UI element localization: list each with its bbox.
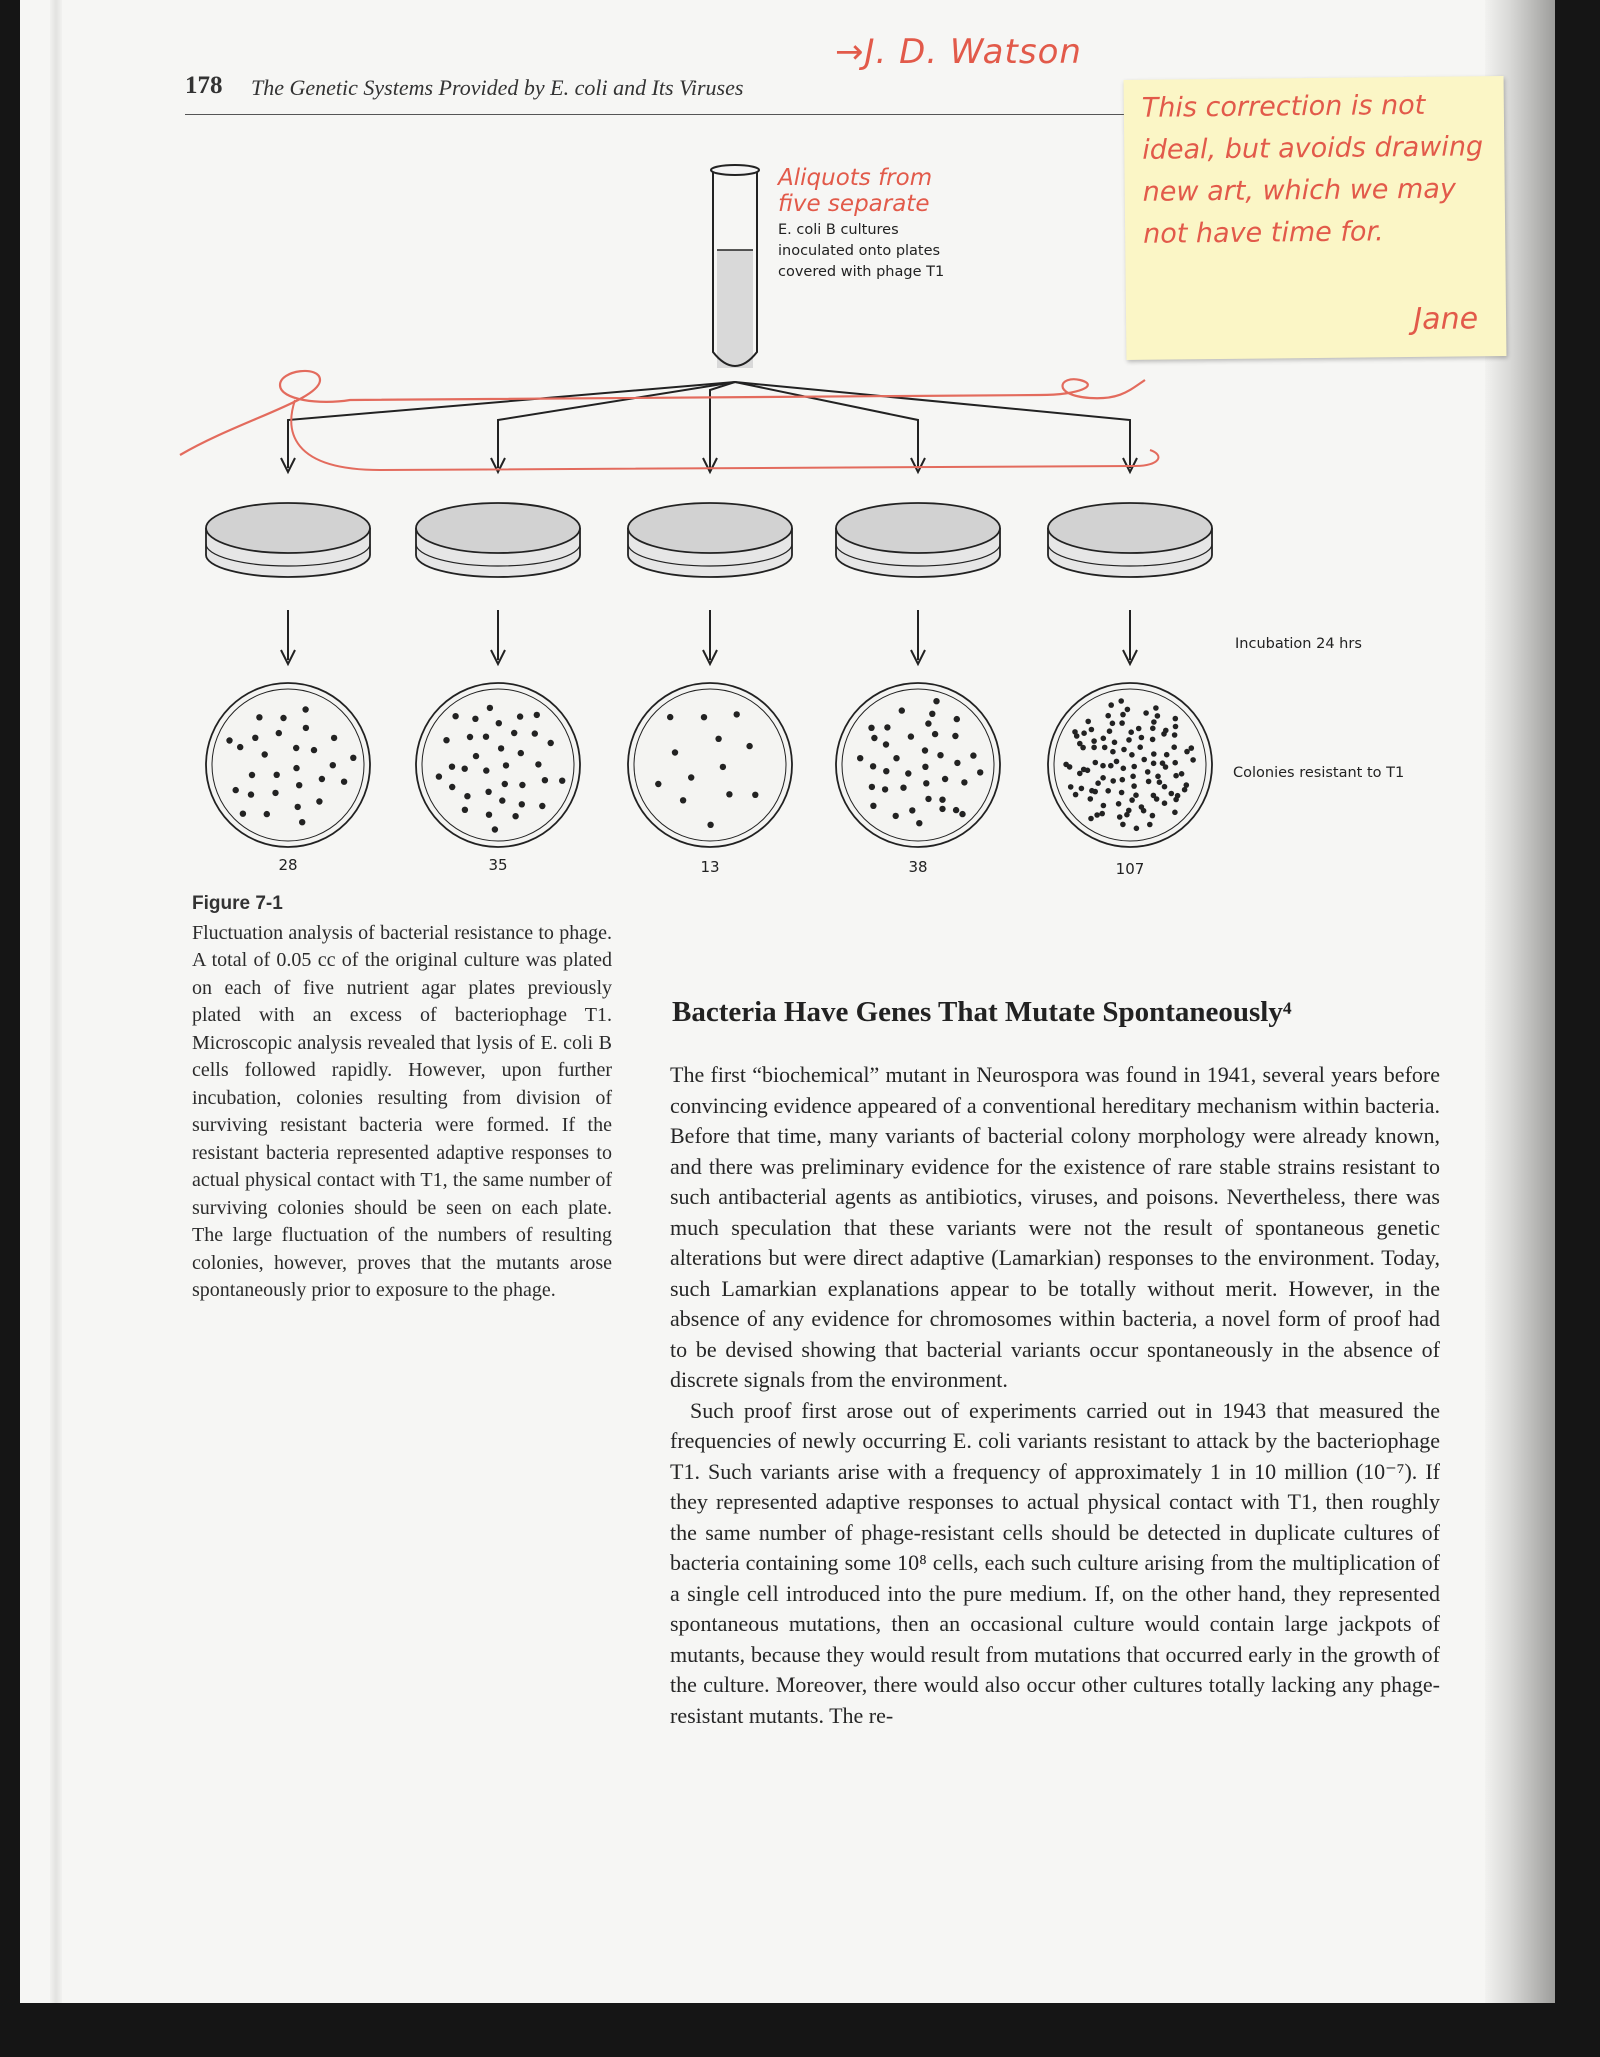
colony-dot [233,787,239,793]
colony-plates [206,683,1212,847]
colony-dot [296,782,302,788]
colony-dot [1120,777,1126,783]
dispense-arrow [288,382,735,468]
colony-dot [535,761,541,767]
tube-label [778,220,944,283]
section-heading: Bacteria Have Genes That Mutate Spontaneously⁴ [672,996,1292,1028]
colony-dot [1190,757,1196,763]
colony-dot [1077,771,1083,777]
colony-dot [299,819,305,825]
colony-dot [1139,735,1145,741]
colony-dot [1105,788,1111,794]
plate-count: 35 [488,856,508,874]
colony-dot [548,740,554,746]
colony-dot [1173,773,1179,779]
colony-dot [1085,719,1091,725]
colony-dot [464,793,470,799]
colony-dot [977,769,983,775]
colony-dot [1151,751,1157,757]
colony-dot [1099,811,1105,817]
colony-dot [1171,744,1177,750]
colony-dot [734,711,740,717]
colony-dot [1173,716,1179,722]
colony-dot [295,804,301,810]
colony-dot [467,734,473,740]
colony-dot [942,776,948,782]
colony-dot [240,811,246,817]
colony-dot [1172,760,1178,766]
scanned-page [20,0,1555,2003]
colony-dot [953,807,959,813]
colony-dot [1153,705,1159,711]
colony-dot [1182,787,1188,793]
colony-dot [252,735,258,741]
colony-dot [752,792,758,798]
colony-dot [1133,792,1139,798]
colony-dot [1164,752,1170,758]
plate-count: 13 [700,858,720,876]
colony-dot [1134,826,1140,832]
colony-plate [836,683,1000,847]
colony-dot [226,737,232,743]
petri-dish [836,503,1000,577]
colony-dot [857,755,863,761]
colony-dot [900,785,906,791]
colony-dot [502,781,508,787]
colony-dot [1150,813,1156,819]
colony-dot [726,791,732,797]
colony-dot [869,784,875,790]
colony-dot [908,733,914,739]
colony-dot [1121,747,1127,753]
colony-dot [1068,784,1074,790]
colony-dot [1126,737,1132,743]
tube-label-line: E. coli B cultures [778,222,899,238]
colony-dot [929,711,935,717]
colony-dot [1110,778,1116,784]
colony-dot [519,782,525,788]
colony-dot [1095,780,1101,786]
colony-dot [1100,775,1106,781]
sticky-note-signature: Jane [1413,301,1479,337]
colony-dot [1189,745,1195,751]
colony-dot [519,801,525,807]
colony-dot [959,811,965,817]
colony-dot [293,765,299,771]
colony-dot [1101,736,1107,742]
colony-dot [954,760,960,766]
colony-dot [1146,779,1152,785]
colony-dot [264,811,270,817]
colony-dot [539,803,545,809]
colony-dot [1108,763,1114,769]
sticky-note [1124,76,1507,360]
colony-dot [923,780,929,786]
colony-dot [449,784,455,790]
colony-dot [1093,760,1099,766]
colony-dot [1121,766,1127,772]
colony-dot [485,789,491,795]
test-tube [711,165,759,368]
colony-dot [256,714,262,720]
handwritten-author-note: →J. D. Watson [835,32,1082,72]
colony-dot [925,796,931,802]
figure-caption [192,890,612,1305]
colony-dot [1081,767,1087,773]
colony-dot [1077,741,1083,747]
colony-dot [443,737,449,743]
colony-dot [884,724,890,730]
colony-dot [672,749,678,755]
petri-dish [1048,503,1212,577]
colony-dot [1088,796,1094,802]
caption-title: Figure 7-1 [192,893,283,914]
colony-dot [1124,812,1130,818]
colony-dot [1184,749,1190,755]
colony-dot [746,743,752,749]
colony-dot [667,714,673,720]
petri-dish [206,503,370,577]
colonies-label: Colonies resistant to T1 [1233,765,1405,781]
colony-dot [925,720,931,726]
petri-dish [628,503,792,577]
colony-dot [883,768,889,774]
colony-dot [1143,710,1149,716]
colony-dot [952,733,958,739]
colony-dot [1162,784,1168,790]
colony-dot [893,755,899,761]
colony-dot [302,706,308,712]
colony-dot [503,762,509,768]
colony-dot [882,786,888,792]
colony-dot [1089,727,1095,733]
colony-dot [473,753,479,759]
colony-dot [701,714,707,720]
colony-dot [1118,698,1124,704]
plate-count: 107 [1115,860,1145,878]
colony-dot [939,797,945,803]
colony-dot [293,745,299,751]
colony-dot [680,797,686,803]
colony-dot [893,813,899,819]
colony-dot [511,730,517,736]
colony-dot [462,807,468,813]
colony-dot [1101,803,1107,809]
running-title: The Genetic Systems Provided by E. coli and Its Viruses [251,75,744,100]
colony-dot [1128,729,1134,735]
colony-dot [483,734,489,740]
colony-dot [1116,801,1122,807]
colony-dot [319,776,325,782]
colony-dot [1169,791,1175,797]
colony-dot [276,730,282,736]
colony-dot [1129,797,1135,803]
colony-dot [518,750,524,756]
incubation-label: Incubation 24 hrs [1235,636,1362,652]
colony-dot [272,790,278,796]
colony-dot [330,762,336,768]
colony-dot [1163,728,1169,734]
colony-dot [1107,728,1113,734]
colony-dot [280,715,286,721]
colony-dot [899,707,905,713]
colony-dot [1108,702,1114,708]
colony-dot [237,744,243,750]
colony-dot [707,822,713,828]
colony-dot [1129,752,1135,758]
colony-dot [436,773,442,779]
colony-dot [1120,712,1126,718]
colony-dot [316,798,322,804]
colony-dot [909,807,915,813]
red-correction-loop [180,371,1145,455]
colony-dot [532,730,538,736]
colony-dot [1117,814,1123,820]
colony-dot [932,731,938,737]
colony-dot [905,770,911,776]
tube-label-line: covered with phage T1 [778,264,945,280]
petri-dishes [206,503,1212,577]
colony-dot [1073,792,1079,798]
colony-dot [472,716,478,722]
tube-label-line: inoculated onto plates [778,243,941,259]
plate-count: 38 [908,858,928,876]
colony-dot [1151,719,1157,725]
colony-dot [1102,745,1108,751]
colony-dot [350,755,356,761]
colony-dot [496,720,502,726]
colony-dot [248,791,254,797]
colony-dot [715,736,721,742]
colony-dot [517,713,523,719]
petri-dish [416,503,580,577]
colony-plate [1048,683,1212,847]
colony-dot [483,767,489,773]
colony-dot [916,820,922,826]
dispense-arrow [735,382,918,468]
colony-dot [1147,822,1153,828]
colony-dot [1137,744,1143,750]
colony-dot [1091,738,1097,744]
colony-dot [1119,790,1125,796]
colony-dot [870,803,876,809]
colony-dot [559,778,565,784]
dispense-arrow [498,382,735,468]
colony-dot [1141,757,1147,763]
colony-dot [449,764,455,770]
colony-dot [534,712,540,718]
colony-dot [1079,786,1085,792]
colony-dot [1088,816,1094,822]
colony-dot [1173,797,1179,803]
colony-dot [1089,788,1095,794]
colony-dot [311,747,317,753]
colony-dot [961,779,967,785]
colony-dot [498,745,504,751]
colony-dot [1131,764,1137,770]
colony-dot [1162,800,1168,806]
colony-dot [249,772,255,778]
body-text [670,1060,1440,1731]
colony-dot [1091,745,1097,751]
colony-dot [1125,707,1131,713]
colony-dot [1172,732,1178,738]
colony-dot [1063,762,1069,768]
colony-dot [1172,810,1178,816]
colony-dot [1154,796,1160,802]
colony-plate [628,683,792,847]
colony-dot [512,813,518,819]
colony-dot [970,752,976,758]
body-paragraph: The first “biochemical” mutant in Neurospora was found in 1941, several years before convincing evidence appeared of a conventional hereditary mechanism within bacteria. Before that time, many variants of bacterial colony morphology were already known, and there was preliminary evidence for the existence of rare stable strains resistant to such antibacterial agents as antibiotics, viruses, and poisons. Nevertheless, there was much speculation that these variants were not the result of spontaneous genetic alterations but were direct adaptive (Lamarkian) responses to the environment. Today, such Lamarkian explanations appear to be totally without merit. However, in the absence of any evidence for chromosomes within bacteria, a novel form of proof had to be devised showing that bacterial variants occur spontaneously in the absence of discrete signals from the environment. [670,1062,1440,1392]
colony-dot [1141,808,1147,814]
colony-dot [341,779,347,785]
colony-dot [954,716,960,722]
colony-dot [1120,822,1126,828]
colony-dot [1151,761,1157,767]
colony-dot [462,766,468,772]
colony-dot [542,777,548,783]
colony-dot [499,797,505,803]
body-paragraph: Such proof first arose out of experiments carried out in 1943 that measured the frequencies of newly occurring E. coli variants resistant to attack by the bacteriophage T1. Such variants arise with a frequency of approximately 1 in 10 million (10⁻⁷). If they represented adaptive responses to actual physical contact with T1, then roughly the same number of phage-resistant cells should be detected in duplicate cultures of bacteria containing some 10⁸ cells, each such culture arising from the multiplication of a single cell introduced into the pure medium. If, on the other hand, they represented spontaneous mutations, then an occasional culture would contain large jackpots of mutants, because they would result from mutations that occurred early in the growth of the culture. Moreover, there would also occur other cultures totally lacking any phage-resistant mutants. The re- [670,1397,1440,1728]
caption-text: Fluctuation analysis of bacterial resistance to phage. A total of 0.05 cc of the original culture was plated on each of five nutrient agar plates previously plated with an excess of bacteriophage T1. Microscopic analysis revealed that lysis of E. coli B cells followed rapidly. However, upon further incubation, colonies resulting from division of surviving resistant bacteria were formed. If the resistant bacteria represented adaptive responses to actual physical contact with T1, the same number of surviving colonies should be seen on each plate. The large fluctuation of the numbers of resulting colonies, however, proves that the mutants arose spontaneously prior to exposure to the phage. [192,921,612,1301]
colony-dot [870,763,876,769]
colony-dot [1100,763,1106,769]
colony-dot [262,751,268,757]
handwritten-aliquots-note [778,165,932,217]
colony-dot [1155,774,1161,780]
colony-dot [1179,771,1185,777]
colony-dot [303,725,309,731]
colony-dot [871,735,877,741]
colony-dot [688,774,694,780]
colony-dot [1173,724,1179,730]
colony-dot [1110,749,1116,755]
colony-plate [206,683,370,847]
plate-count: 28 [278,856,298,874]
colony-dot [1155,713,1161,719]
page-number: 178 [185,72,223,99]
colony-dot [1150,726,1156,732]
colony-dot [452,713,458,719]
colony-dot [1163,764,1169,770]
colony-plate [416,683,580,847]
colony-dot [933,698,939,704]
colony-dot [1145,769,1151,775]
colony-dot [1150,737,1156,743]
colony-dot [331,735,337,741]
colony-dot [1119,720,1125,726]
colony-dot [274,772,280,778]
colony-dot [939,806,945,812]
colony-dot [720,764,726,770]
colony-dot [1114,759,1120,765]
colony-dot [937,752,943,758]
colony-dot [487,705,493,711]
colony-dot [655,781,661,787]
colony-dot [1105,713,1111,719]
colony-dot [486,812,492,818]
colony-dot [1130,774,1136,780]
colony-dot [922,747,928,753]
colony-dot [883,741,889,747]
colony-dot [1072,729,1078,735]
aliquots-note-line: five separate [778,191,930,217]
colony-dot [1110,721,1116,727]
colony-dot [1136,726,1142,732]
colony-dot [1157,779,1163,785]
aliquots-note-line: Aliquots from [778,165,933,191]
colony-dot [492,826,498,832]
colony-dot [1112,740,1118,746]
colony-dot [1081,730,1087,736]
colony-dot [868,725,874,731]
colony-dot [1094,812,1100,818]
colony-dot [1131,783,1137,789]
colony-dot [922,764,928,770]
dispense-arrow [710,382,735,468]
sticky-note-text: This correction is not ideal, but avoids drawing new art, which we may not have time for. [1141,89,1484,250]
